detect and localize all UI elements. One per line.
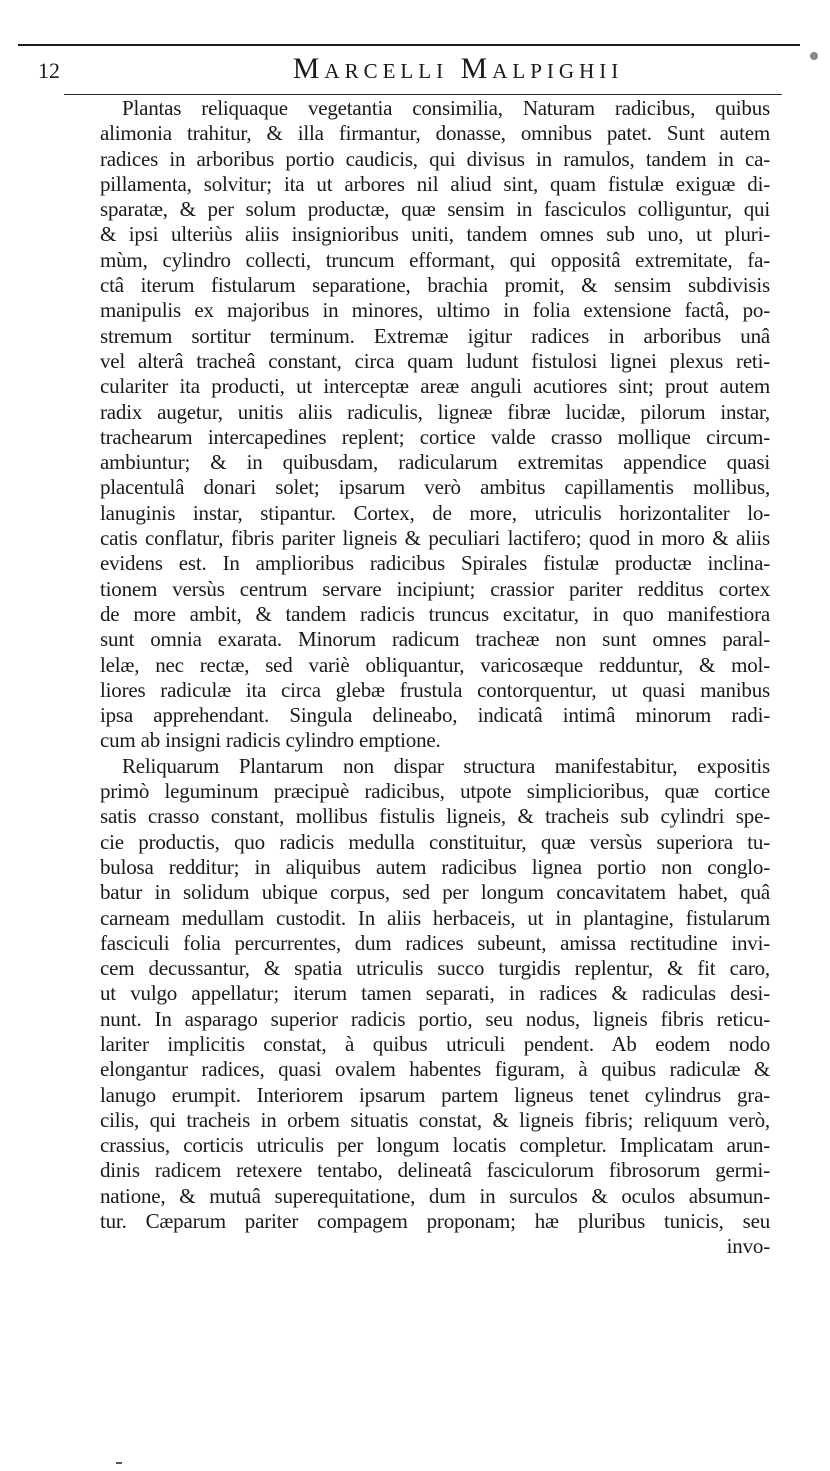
paragraph-2 — [100, 754, 770, 1235]
text-line: & ipsi ulteriùs aliis insignioribus uniti, tandem omnes sub uno, ut pluri- — [100, 222, 770, 247]
text-line: ipsa apprehendant. Singula delineabo, indicatâ intimâ minorum radi- — [100, 703, 770, 728]
text-line: ambiuntur; & in quibusdam, radicularum extremitas appendice quasi — [100, 450, 770, 475]
text-line: Plantas reliquaque vegetantia consimilia, Naturam radicibus, quibus — [122, 96, 770, 120]
top-rule — [18, 44, 800, 46]
text-line: sunt omnia exarata. Minorum radicum tracheæ non sunt omnes paral- — [100, 627, 770, 652]
text-line: ctâ iterum fistularum separatione, brachia promit, & sensim subdivisis — [100, 273, 770, 298]
text-line: carneam medullam custodit. In aliis herbaceis, ut in plantagine, fistularum — [100, 905, 770, 930]
ink-spot — [810, 52, 818, 60]
paragraph-1 — [100, 96, 770, 754]
text-line: cum ab insigni radicis cylindro emptione. — [100, 728, 441, 753]
text-line: pillamenta, solvitur; ita ut arbores nil aliud sint, quam fistulæ exiguæ di- — [100, 171, 770, 196]
text-line: de more ambit, & tandem radicis truncus excitatur, in quo manifestiora — [100, 601, 770, 626]
text-line: lanugo erumpit. Interiorem ipsarum partem ligneus tenet cylindrus gra- — [100, 1082, 770, 1107]
text-line: ut vulgo appellatur; iterum tamen separati, in radices & radiculas desi- — [100, 981, 770, 1006]
text-line: trachearum intercapedines replent; cortice valde crasso mollique circum- — [100, 424, 770, 449]
text-line: mùm, cylindro collecti, truncum efformant, qui oppositâ extremitate, fa- — [100, 247, 770, 272]
text-line: radices in arboribus portio caudicis, qui divisus in ramulos, tandem in ca- — [100, 146, 770, 171]
text-line: tur. Cæparum pariter compagem proponam; hæ pluribus tunicis, seu — [100, 1209, 770, 1234]
text-line: Reliquarum Plantarum non dispar structura manifestabitur, expositis — [122, 753, 770, 778]
page-header — [18, 52, 800, 92]
text-line: catis conflatur, fibris pariter ligneis & peculiari lactifero; quod in moro & aliis — [100, 526, 770, 551]
text-line: primò leguminum præcipuè radicibus, utpote simplicioribus, quæ cortice — [100, 779, 770, 804]
footer-mark — [116, 1462, 122, 1464]
text-line: vel alterâ tracheâ constant, circa quam ludunt fistulosi lignei plexus reti- — [100, 348, 770, 373]
text-line: dinis radicem retexere tentabo, delineatâ fasciculorum fibrosorum germi- — [100, 1158, 770, 1183]
page-number: 12 — [38, 58, 60, 83]
text-line: manipulis ex majoribus in minores, ultimo in folia extensione factâ, po- — [100, 298, 770, 323]
catchword: invo- — [726, 1234, 770, 1259]
text-line: lariter implicitis constat, à quibus utriculi pendent. Ab eodem nodo — [100, 1031, 770, 1056]
running-title: Marcelli Malpighii — [292, 52, 624, 85]
text-line: batur in solidum ubique corpus, sed per longum concavitatem habet, quâ — [100, 880, 770, 905]
text-line: radix augetur, unitis aliis radiculis, ligneæ fibræ lucidæ, pilorum instar, — [100, 399, 770, 424]
text-line: culariter ita producti, ut interceptæ areæ anguli acutiores sint; prout autem — [100, 374, 770, 399]
text-line: lanuginis instar, stipantur. Cortex, de more, utriculis horizontaliter lo- — [100, 500, 770, 525]
header-rule — [64, 94, 782, 95]
text-line: elongantur radices, quasi ovalem habentes figuram, à quibus radiculæ & — [100, 1057, 770, 1082]
text-line: sparatæ, & per solum productæ, quæ sensim in fasciculos colliguntur, qui — [100, 197, 770, 222]
text-line: nunt. In asparago superior radicis portio, seu nodus, ligneis fibris reticu- — [100, 1006, 770, 1031]
text-line: placentulâ donari solet; ipsarum verò ambitus capillamentis mollibus, — [100, 475, 770, 500]
text-line: tionem versùs centrum servare incipiunt; crassior pariter redditus cortex — [100, 576, 770, 601]
text-line: stremum sortitur terminum. Extremæ igitur radices in arboribus unâ — [100, 323, 770, 348]
text-line: bulosa redditur; in aliquibus autem radicibus lignea portio non conglo- — [100, 854, 770, 879]
text-line: cie productis, quo radicis medulla constituitur, quæ versùs superiora tu- — [100, 829, 770, 854]
text-line: liores radiculæ ita circa glebæ frustula contorquentur, ut quasi manibus — [100, 677, 770, 702]
text-line: cilis, qui tracheis in orbem situatis constat, & ligneis fibris; reliquum verò, — [100, 1107, 770, 1132]
text-line: fasciculi folia percurrentes, dum radices subeunt, amissa rectitudine invi- — [100, 930, 770, 955]
text-line: satis crasso constant, mollibus fistulis ligneis, & tracheis sub cylindri spe- — [100, 804, 770, 829]
text-line: natione, & mutuâ superequitatione, dum in surculos & oculos absumun- — [100, 1183, 770, 1208]
text-line: alimonia trahitur, & illa firmantur, donasse, omnibus patet. Sunt autem — [100, 121, 770, 146]
text-line: lelæ, nec rectæ, sed variè obliquantur, varicosæque redduntur, & mol- — [100, 652, 770, 677]
text-line: evidens est. In amplioribus radicibus Spirales fistulæ productæ inclina- — [100, 551, 770, 576]
text-line: crassius, corticis utriculis per longum locatis completur. Implicatam arun- — [100, 1133, 770, 1158]
text-line: cem decussantur, & spatia utriculis succo turgidis replentur, & fit caro, — [100, 956, 770, 981]
body-text — [100, 96, 770, 1260]
